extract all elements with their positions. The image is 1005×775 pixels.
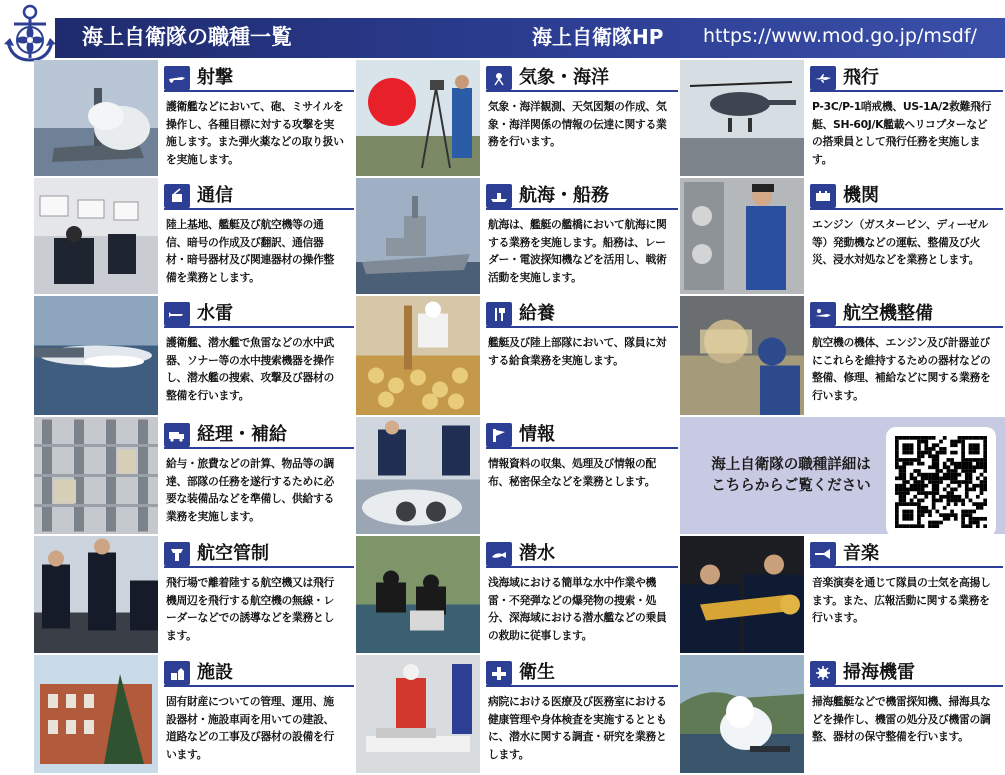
page-title: 海上自衛隊の職種一覧	[82, 25, 292, 49]
job-card	[356, 417, 678, 534]
job-info	[158, 296, 354, 415]
job-title: 衛生	[519, 662, 555, 683]
trumpet-icon	[810, 542, 836, 566]
job-photo	[356, 60, 480, 176]
hp-url-link[interactable]: https://www.mod.go.jp/msdf/	[703, 25, 977, 47]
job-photo	[34, 655, 158, 773]
engine-icon	[810, 184, 836, 208]
job-description: 航空機の機体、エンジン及び計器並びにこれらを維持するための器材などの整備、修理、補給などに関する業務を行います。	[812, 336, 991, 402]
job-title: 機関	[843, 185, 879, 206]
airplane-icon	[810, 66, 836, 90]
intelligence-icon	[486, 423, 512, 447]
ship-icon	[486, 184, 512, 208]
job-title: 給養	[519, 303, 555, 324]
job-info	[158, 655, 354, 773]
job-title: 気象・海洋	[519, 67, 609, 88]
job-title-row	[486, 66, 678, 92]
header	[0, 0, 1005, 60]
job-photo	[680, 296, 804, 415]
job-description: 給与・旅費などの計算、物品等の調達、部隊の任務を遂行するために必要な装備品などを準備し、供給する業務を実施します。	[166, 457, 334, 523]
job-description: 護衛艦、潜水艦で魚雷などの水中武器、ソナー等の水中捜索機器を操作し、潜水艦の捜索、攻撃及び器材の整備を行います。	[166, 336, 334, 402]
job-card	[356, 536, 678, 653]
job-photo	[680, 178, 804, 294]
job-card	[34, 178, 354, 294]
info-line-1: 海上自衛隊の職種詳細は	[711, 457, 871, 473]
job-info	[804, 655, 1003, 773]
job-title: 通信	[197, 185, 233, 206]
job-photo	[680, 536, 804, 653]
supply-truck-icon	[164, 423, 190, 447]
job-info	[480, 178, 678, 294]
job-photo	[356, 296, 480, 415]
job-photo	[356, 417, 480, 534]
job-info	[158, 536, 354, 653]
job-title-row	[810, 542, 1003, 568]
diver-icon	[486, 542, 512, 566]
job-info	[158, 178, 354, 294]
job-title-row	[164, 542, 354, 568]
job-description: 飛行場で離着陸する航空機又は飛行機周辺を飛行する航空機の無線・レーダーなどでの誘導などを業務とします。	[166, 576, 334, 642]
job-info	[480, 655, 678, 773]
job-title-row	[486, 302, 678, 328]
control-tower-icon	[164, 542, 190, 566]
info-line-2: こちらからご覧ください	[711, 478, 871, 494]
cutlery-icon	[486, 302, 512, 326]
job-photo	[34, 536, 158, 653]
job-title: 飛行	[843, 67, 879, 88]
rifle-icon	[164, 66, 190, 90]
job-grid	[34, 60, 1005, 775]
job-photo	[356, 178, 480, 294]
medical-cross-icon	[486, 661, 512, 685]
radio-icon	[164, 184, 190, 208]
job-card	[34, 417, 354, 534]
job-card	[34, 536, 354, 653]
job-card	[680, 655, 1003, 773]
job-photo	[356, 536, 480, 653]
job-title-row	[486, 184, 678, 210]
info-text	[696, 455, 886, 497]
job-title-row	[164, 661, 354, 687]
qr-code[interactable]	[886, 427, 996, 537]
job-description: 航海は、艦艇の艦橋において航海に関する業務を実施します。船務は、レーダー・電波探知機などを活用し、戦術活動を実施します。	[488, 218, 667, 284]
job-title: 施設	[197, 662, 233, 683]
job-description: 病院における医療及び医務室における健康管理や身体検査を実施するとともに、潜水に関する調査・研究を業務とします。	[488, 695, 667, 761]
job-title: 音楽	[843, 543, 879, 564]
job-title-row	[164, 302, 354, 328]
job-title-row	[164, 184, 354, 210]
facility-icon	[164, 661, 190, 685]
job-title-row	[810, 302, 1003, 328]
job-info	[158, 417, 354, 534]
job-description: 陸上基地、艦艇及び航空機等の通信、暗号の作成及び翻訳、通信器材・暗号器材及び関連器材の操作整備を業務とします。	[166, 218, 334, 284]
job-photo	[34, 178, 158, 294]
job-card	[34, 655, 354, 773]
job-info	[480, 60, 678, 176]
job-title: 経理・補給	[197, 424, 287, 445]
job-card	[356, 296, 678, 415]
job-title: 情報	[519, 424, 555, 445]
job-info	[480, 536, 678, 653]
job-photo	[680, 60, 804, 176]
naval-mine-icon	[810, 661, 836, 685]
job-description: 護衛艦などにおいて、砲、ミサイルを操作し、各種目標に対する攻撃を実施します。また弾火薬などの取り扱いを実施します。	[166, 100, 344, 166]
job-title-row	[486, 661, 678, 687]
job-info	[158, 60, 354, 176]
job-info	[804, 178, 1003, 294]
job-info	[804, 536, 1003, 653]
job-card	[680, 178, 1003, 294]
job-title-row	[486, 423, 678, 449]
job-title: 掃海機雷	[843, 662, 915, 683]
job-description: 固有財産についての管理、運用、施設器材・施設車両を用いての建設、道路などの工事及び器材の設備を行います。	[166, 695, 334, 761]
job-card	[680, 536, 1003, 653]
job-info	[480, 417, 678, 534]
job-title: 水雷	[197, 303, 233, 324]
job-photo	[34, 417, 158, 534]
aircraft-maintenance-icon	[810, 302, 836, 326]
msdf-emblem-icon	[2, 2, 58, 64]
job-description: P-3C/P-1哨戒機、US-1A/2救難飛行艇、SH-60J/K艦載ヘリコプターなどの搭乗員として飛行任務を実施します。	[812, 100, 992, 166]
job-photo	[356, 655, 480, 773]
job-photo	[34, 60, 158, 176]
job-title-row	[164, 66, 354, 92]
job-description: 浅海域における簡単な水中作業や機雷・不発弾などの爆発物の捜索・処分、深海域における潜水艦などの乗員の救助に従事します。	[488, 576, 667, 642]
job-photo	[34, 296, 158, 415]
job-card	[356, 178, 678, 294]
job-description: 情報資料の収集、処理及び情報の配布、秘密保全などを業務とします。	[488, 457, 656, 488]
job-title-row	[486, 542, 678, 568]
job-title-row	[810, 66, 1003, 92]
weather-instrument-icon	[486, 66, 512, 90]
job-card	[356, 60, 678, 176]
job-title: 射撃	[197, 67, 233, 88]
job-title-row	[810, 661, 1003, 687]
hp-label: 海上自衛隊HP	[532, 25, 664, 49]
job-card	[34, 60, 354, 176]
job-description: 気象・海洋観測、天気図類の作成、気象・海洋関係の情報の伝達に関する業務を行います。	[488, 100, 667, 148]
job-description: 掃海艦艇などで機雷探知機、掃海具などを操作し、機雷の処分及び機雷の調整、器材の保守整備を行います。	[812, 695, 991, 743]
job-title: 航空機整備	[843, 303, 933, 324]
info-panel	[680, 417, 1005, 534]
job-photo	[680, 655, 804, 773]
job-description: 音楽演奏を通じて隊員の士気を高揚します。また、広報活動に関する業務を行います。	[812, 576, 991, 624]
job-info	[480, 296, 678, 415]
job-card	[34, 296, 354, 415]
job-card	[356, 655, 678, 773]
job-card	[680, 60, 1003, 176]
job-title: 航海・船務	[519, 185, 609, 206]
job-title: 潜水	[519, 543, 555, 564]
job-title-row	[810, 184, 1003, 210]
qr-code-icon	[895, 436, 987, 528]
job-title: 航空管制	[197, 543, 269, 564]
job-info	[804, 296, 1003, 415]
job-description: 艦艇及び陸上部隊において、隊員に対する給食業務を実施します。	[488, 336, 667, 367]
torpedo-icon	[164, 302, 190, 326]
job-description: エンジン（ガスタービン、ディーゼル等）発動機などの運転、整備及び火災、浸水対処などを業務とします。	[812, 218, 988, 266]
job-info	[804, 60, 1003, 176]
job-card	[680, 296, 1003, 415]
job-title-row	[164, 423, 354, 449]
